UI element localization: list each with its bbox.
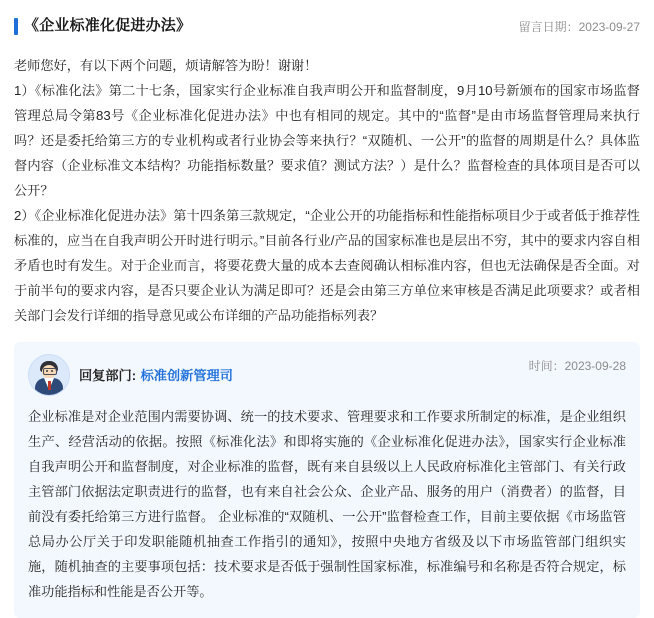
reply-department-label: 回复部门: — [79, 368, 137, 383]
avatar-glasses-shape — [43, 368, 57, 375]
message-date: 留言日期：2023-09-27 — [518, 20, 640, 34]
answer-time: 时间：2023-09-28 — [528, 359, 626, 373]
question-body — [14, 53, 640, 328]
question-paragraph: 老师您好，有以下两个问题，烦请解答为盼！谢谢！ — [14, 58, 318, 73]
page-title — [14, 16, 191, 35]
answer-card — [14, 342, 640, 618]
answer-header — [28, 354, 626, 396]
answer-body — [28, 404, 626, 604]
page-title-text: 《企业标准化促进办法》 — [24, 17, 192, 34]
title-accent-bar — [14, 18, 18, 35]
page-header — [14, 0, 640, 37]
answer-paragraph: 企业标准是对企业范围内需要协调、统一的技术要求、管理要求和工作要求所制定的标准，是企业组织生产、经营活动的依据。按照《标准化法》和即将实施的《企业标准化促进办法》，国家实行企业标准自我声明公开和监督制度，对企业标准的监督，既有来自县级以上人民政府标准化主管部门、有关行政主管部门依据法定职责进行的监督，也有来自社会公众、企业产品、服务的用户（消费者）的监督，目前没有委托给第三方进行监督。 企业标准的“双随机、一公开”监督检查工作，目前主要依据《市场监管总局办公厅关于印发职能随机抽查工作指引的通知》，按照中央地方省级及以下市场监管部门组织实施，随机抽查的主要事项包括：技术要求是否低于强制性国家标准，标准编号和名称是否符合规定，标准功能指标和性能是否公开等。 — [28, 409, 626, 599]
avatar-tie-shape — [48, 381, 51, 390]
question-paragraph: 2）《企业标准化促进办法》第十四条第三款规定，“企业公开的功能指标和性能指标项目少于或者低于推荐性标准的，应当在自我声明公开时进行明示。”目前各行业/产品的国家标准也是层出不穷，其中的要求内容自相矛盾也时有发生。对于企业而言，将要花费大量的成本去查阅确认相标准内容，但也无法确保是否全面。对于前半句的要求内容，是否只要企业认为满足即可？还是会由第三方单位来审核是否满足此项要求？或者相关部门会发行详细的指导意见或公布详细的产品功能指标列表？ — [14, 208, 640, 323]
avatar-right-eye-shape — [51, 370, 53, 372]
department-text-group — [79, 365, 233, 385]
replying-department — [28, 354, 233, 396]
reply-department-name: 标准创新管理司 — [140, 368, 233, 383]
avatar-left-eye-shape — [46, 370, 48, 372]
question-paragraph: 1）《标准化法》第二十七条，国家实行企业标准自我声明公开和监督制度，9月10号新颁布的国家市场监督管理总局令第83号《企业标准化促进办法》中也有相同的规定。其中的“监督”是由市场监督管理局来执行吗？还是委托给第三方的专业机构或者行业协会等来执行？“双随机、一公开”的监督的周期是什么？具体监督内容（企业标准文本结构？功能指标数量？要求值？测试方法？）是什么？监督检查的具体项目是否可以公开？ — [14, 83, 640, 198]
officer-avatar-icon — [28, 354, 70, 396]
